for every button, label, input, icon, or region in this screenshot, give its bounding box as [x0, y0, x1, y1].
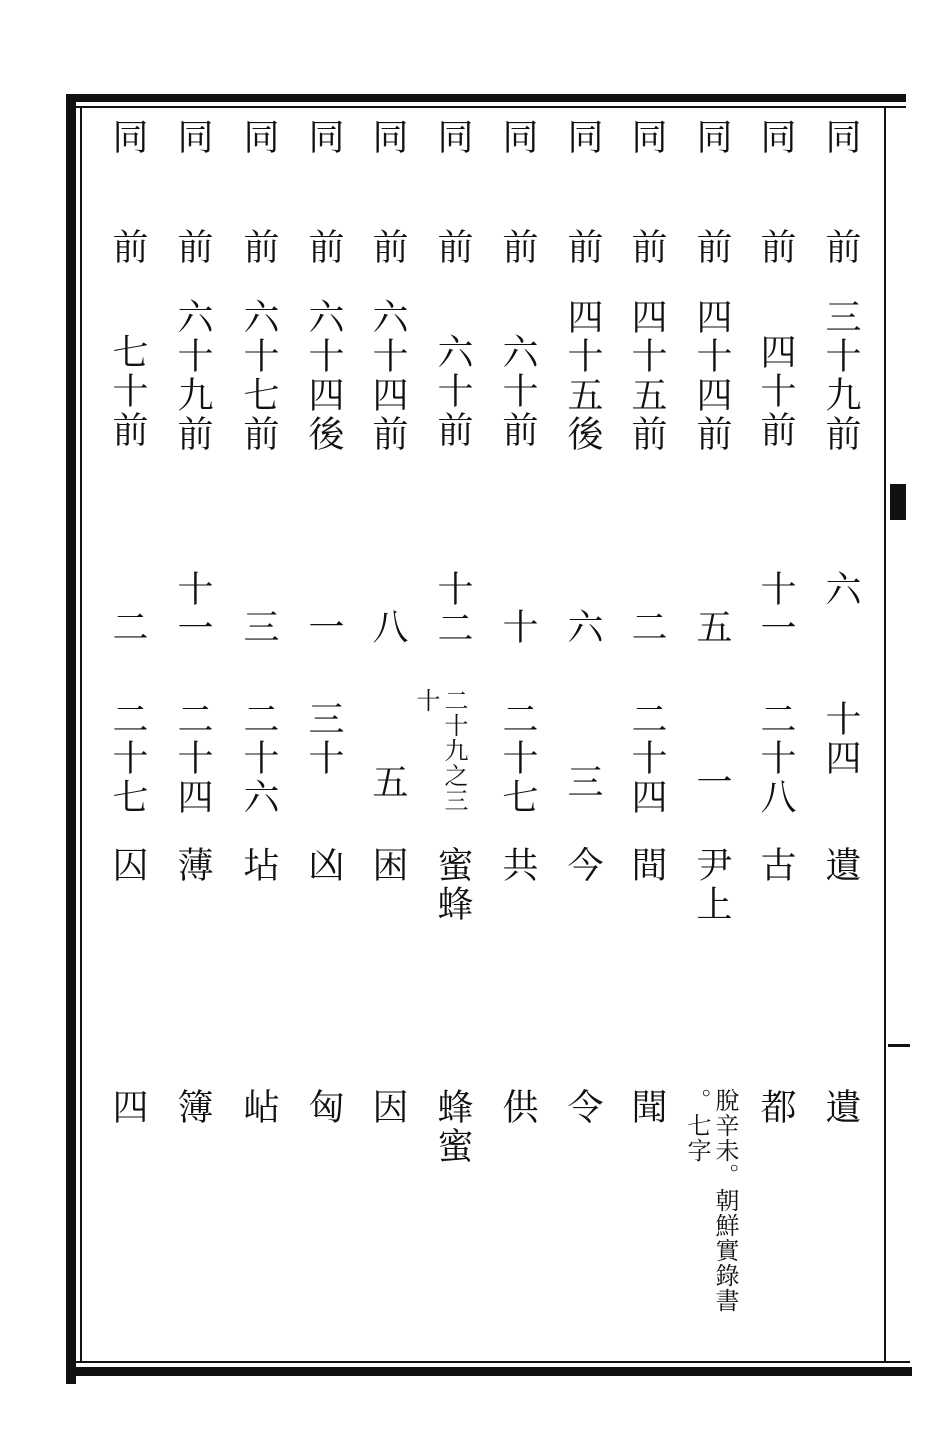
character-position: 二十七: [497, 700, 538, 817]
character-position-extra: 十: [412, 688, 440, 713]
leaf-reference: 三十九前: [820, 298, 861, 454]
character-position: 二十四: [172, 700, 213, 817]
text-column: [298, 108, 348, 1368]
corrected-reading: 匈: [303, 1088, 344, 1127]
line-number: 八: [367, 608, 408, 647]
source-label-cont: 前: [691, 228, 732, 267]
corrected-reading: 因: [367, 1088, 408, 1127]
corrected-reading: 令: [562, 1088, 603, 1127]
character-position: 二十七: [107, 700, 148, 817]
leaf-reference: 四十五前: [626, 298, 667, 454]
leaf-reference: 四十前: [755, 333, 796, 450]
source-label-cont: 前: [172, 228, 213, 267]
source-label-cont: 前: [303, 228, 344, 267]
original-reading: 囚: [107, 846, 148, 885]
source-label-cont: 前: [755, 228, 796, 267]
source-label: 同: [172, 118, 213, 157]
source-label-cont: 前: [626, 228, 667, 267]
corrected-reading: 遺: [820, 1088, 861, 1127]
corrected-reading: 岾: [238, 1088, 279, 1127]
corrected-reading: 簿: [172, 1088, 213, 1127]
line-number: 十二: [432, 570, 473, 648]
leaf-reference: 七十前: [107, 333, 148, 450]
corrected-reading: 供: [497, 1088, 538, 1127]
character-position: 五: [367, 763, 408, 802]
character-position: 三: [562, 763, 603, 802]
source-label: 同: [303, 118, 344, 157]
original-reading: 坫: [238, 846, 279, 885]
line-number: 三: [238, 608, 279, 647]
character-position: 二十六: [238, 700, 279, 817]
leaf-reference: 六十前: [497, 333, 538, 450]
leaf-reference: 六十九前: [172, 298, 213, 454]
line-number: 一: [303, 608, 344, 647]
original-reading: 間: [626, 846, 667, 885]
text-column: [167, 108, 217, 1368]
text-column: [557, 108, 607, 1368]
source-label: 同: [238, 118, 279, 157]
frame-left-inner-rule: [80, 106, 82, 1362]
annotation-right: 脫辛未。朝鮮實錄書: [711, 1088, 739, 1313]
frame-right-rule: [884, 106, 886, 1362]
text-column: [750, 108, 800, 1368]
frame-bottom-rule: [66, 1367, 912, 1376]
source-label: 同: [497, 118, 538, 157]
line-number: 十一: [755, 570, 796, 648]
line-number: 二: [107, 608, 148, 647]
fold-mark: [890, 484, 906, 520]
text-column: [412, 108, 477, 1368]
original-reading: 共: [497, 846, 538, 885]
original-reading: 困: [367, 846, 408, 885]
leaf-reference: 六十七前: [238, 298, 279, 454]
original-reading: 古: [755, 846, 796, 885]
original-reading: 凶: [303, 846, 344, 885]
original-reading: 遺: [820, 846, 861, 885]
corrected-reading: 蜂蜜: [432, 1088, 473, 1166]
character-position: 二十八: [755, 700, 796, 817]
source-label-cont: 前: [107, 228, 148, 267]
source-label: 同: [691, 118, 732, 157]
text-column: [683, 108, 739, 1368]
line-number: 二: [626, 608, 667, 647]
line-number: 六: [562, 608, 603, 647]
source-label-cont: 前: [820, 228, 861, 267]
original-reading: 蜜蜂: [432, 846, 473, 924]
frame-top-rule: [70, 94, 906, 102]
annotation-left: 。七字: [683, 1088, 711, 1163]
character-position: 十四: [820, 700, 861, 778]
text-column: [492, 108, 542, 1368]
source-label-cont: 前: [367, 228, 408, 267]
source-label: 同: [107, 118, 148, 157]
source-label: 同: [367, 118, 408, 157]
source-label: 同: [755, 118, 796, 157]
leaf-reference: 六十四前: [367, 298, 408, 454]
text-column: [102, 108, 152, 1368]
source-label-cont: 前: [562, 228, 603, 267]
line-number: 六: [820, 570, 861, 609]
character-position: 一: [691, 763, 732, 802]
fold-mark-line: [888, 1044, 910, 1047]
source-label: 同: [432, 118, 473, 157]
character-position: 二十四: [626, 700, 667, 817]
text-column: [362, 108, 412, 1368]
text-column: [233, 108, 283, 1368]
source-label-cont: 前: [497, 228, 538, 267]
source-label: 同: [562, 118, 603, 157]
character-position: 三十: [303, 700, 344, 778]
text-column: [815, 108, 865, 1368]
line-number: 十一: [172, 570, 213, 648]
original-reading: 今: [562, 846, 603, 885]
leaf-reference: 四十四前: [691, 298, 732, 454]
source-label: 同: [626, 118, 667, 157]
leaf-reference: 四十五後: [562, 298, 603, 454]
line-number: 五: [691, 608, 732, 647]
text-column: [621, 108, 671, 1368]
corrected-reading: 聞: [626, 1088, 667, 1127]
original-reading: 薄: [172, 846, 213, 885]
original-reading: 尹上: [691, 846, 732, 924]
line-number: 十: [497, 608, 538, 647]
source-label-cont: 前: [238, 228, 279, 267]
leaf-reference: 六十前: [432, 333, 473, 450]
corrected-reading: 四: [107, 1088, 148, 1127]
source-label: 同: [820, 118, 861, 157]
leaf-reference: 六十四後: [303, 298, 344, 454]
source-label-cont: 前: [432, 228, 473, 267]
corrected-reading: 都: [755, 1088, 796, 1127]
character-position: 二十九之三: [440, 688, 468, 813]
frame-left-rule: [66, 94, 76, 1384]
